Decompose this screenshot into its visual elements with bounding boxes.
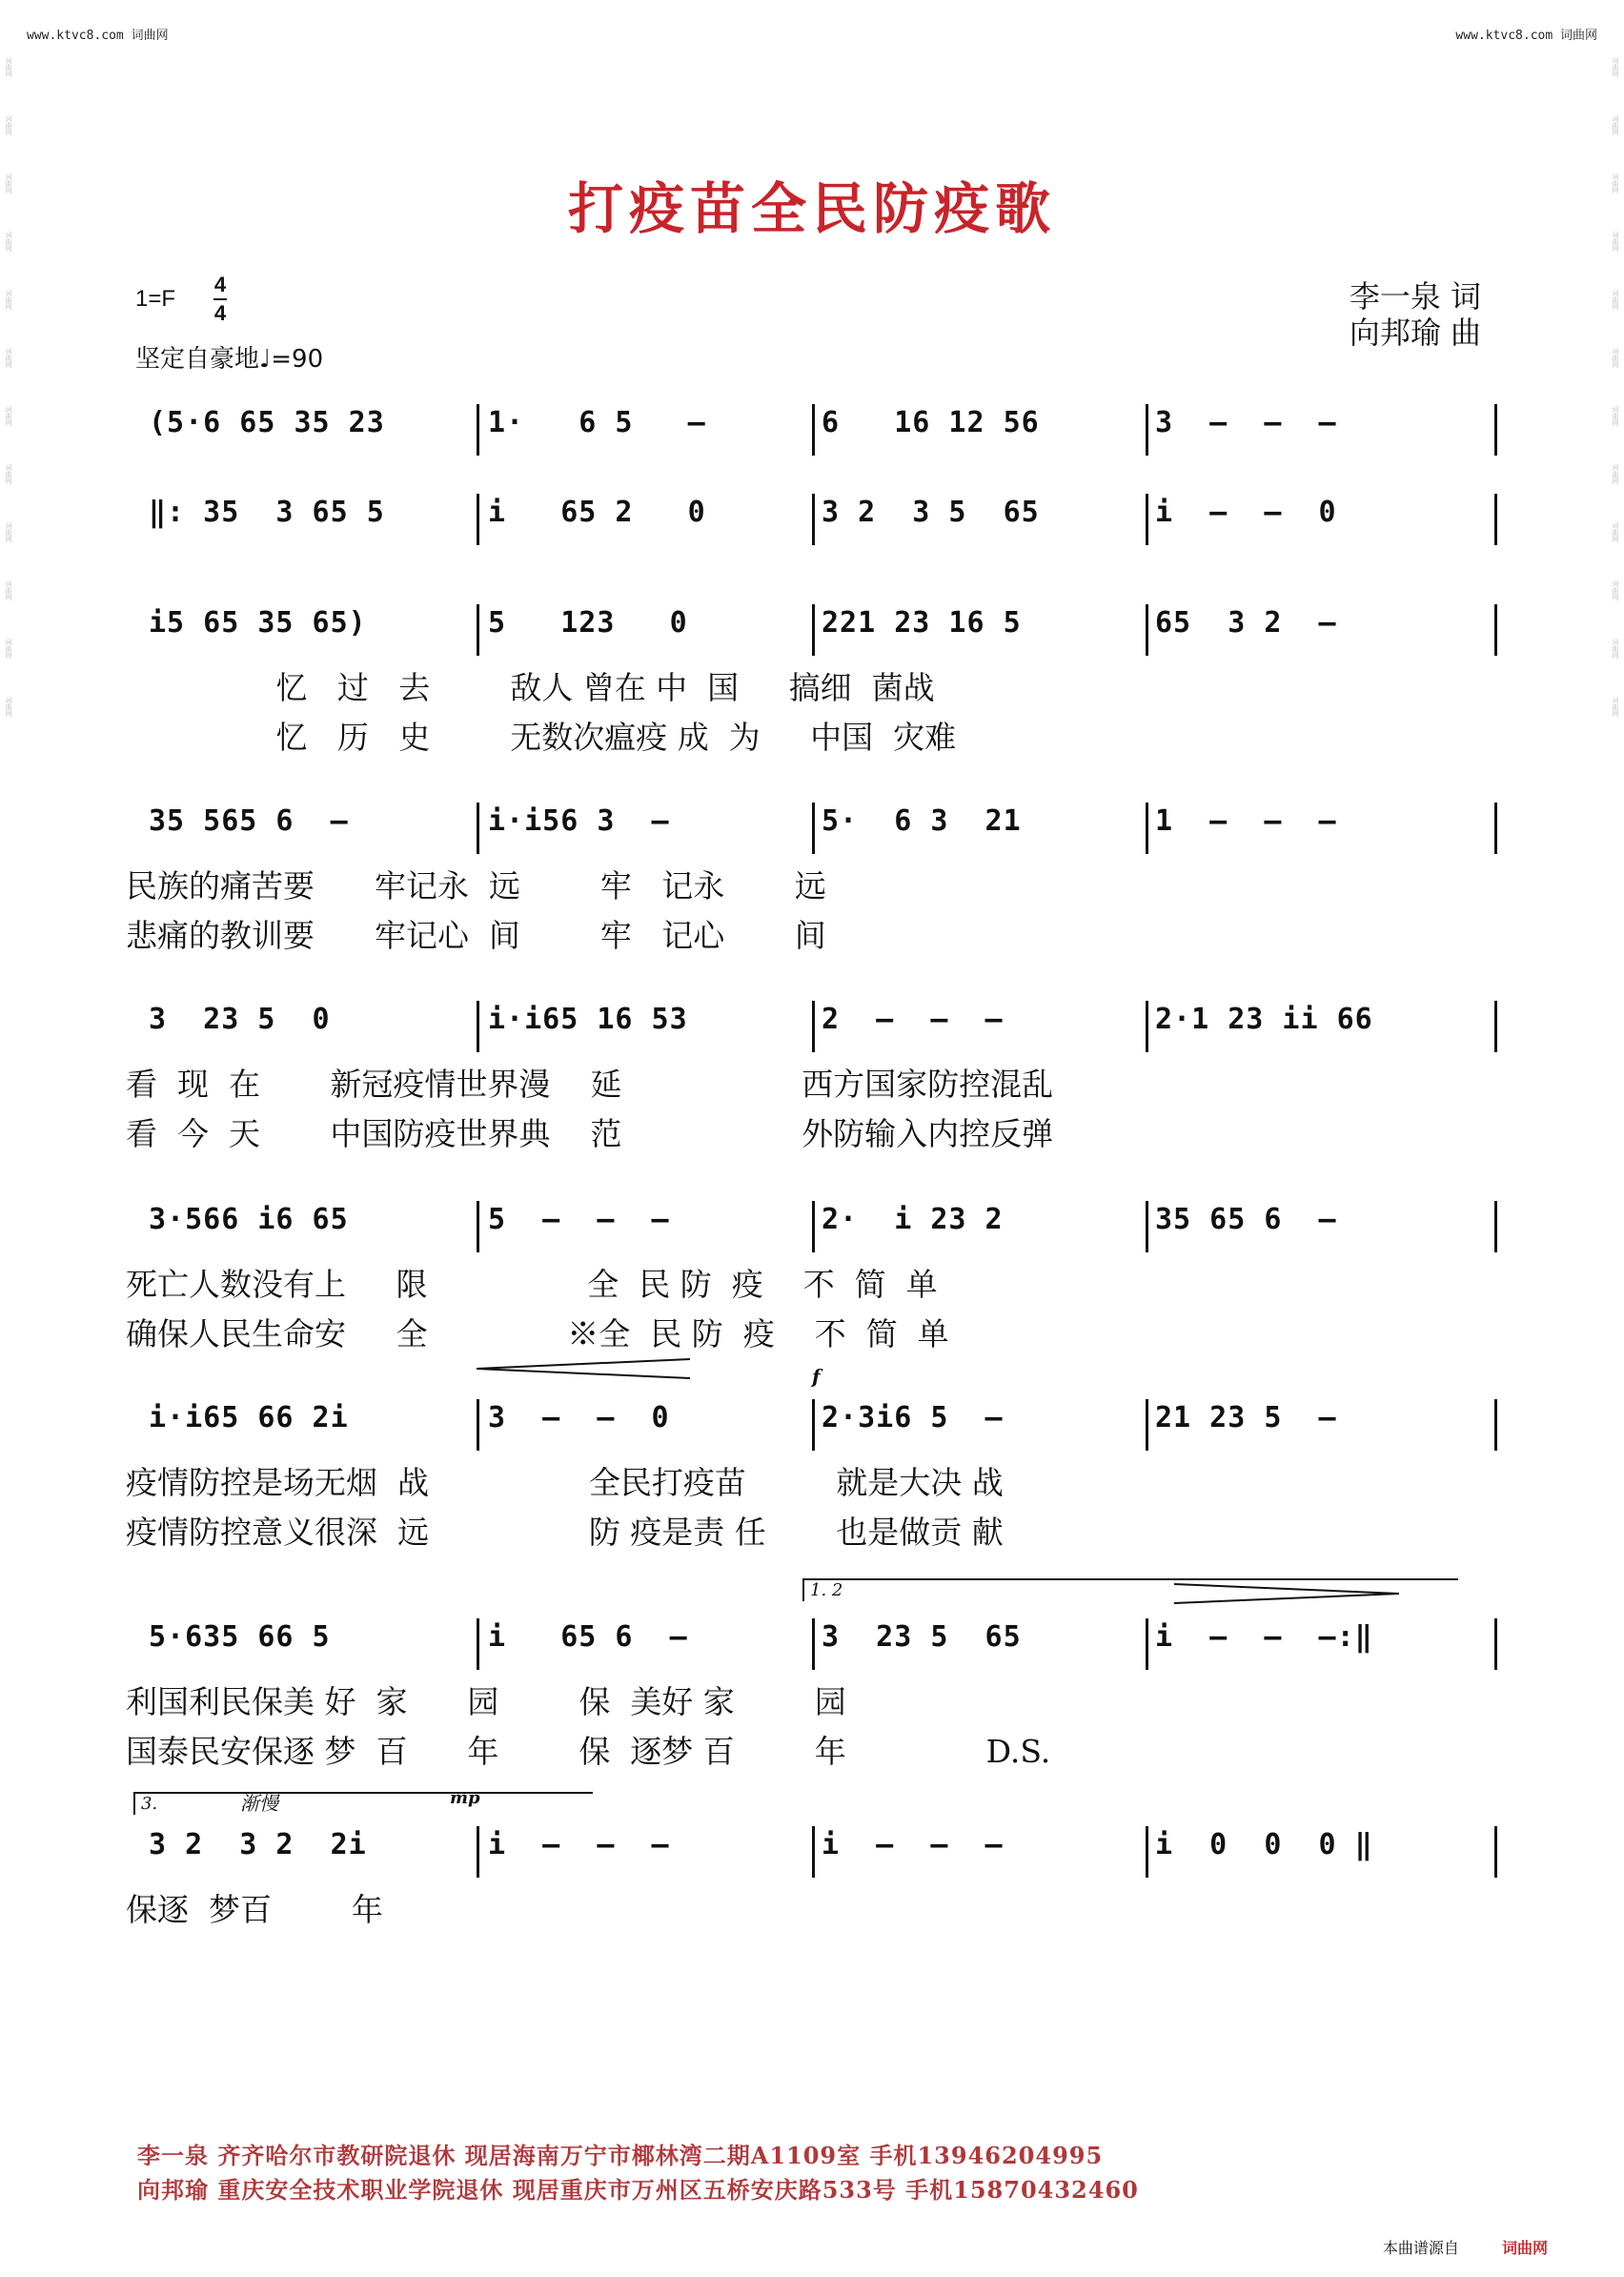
measure: 2 – – – [822, 1003, 1004, 1036]
barline [1146, 1618, 1148, 1670]
lyric-line: 确保人民生命安 全 ※全 民 防 疫 不 简 单 [126, 1315, 949, 1352]
measure: i5 65 35 65) [149, 606, 367, 640]
barline [812, 1618, 815, 1670]
barline [477, 494, 479, 545]
barline [812, 494, 815, 545]
barline [477, 1826, 479, 1878]
barline [1494, 1399, 1497, 1451]
barline [1494, 1001, 1497, 1052]
measure: 6 16 12 56 [822, 406, 1040, 439]
barline [477, 803, 479, 854]
measure: i 65 2 0 [488, 496, 706, 529]
lyric-line: 悲痛的教训要 牢记心 间 牢 记心 间 [126, 917, 826, 954]
lyricist: 李一泉 词 [1349, 278, 1481, 315]
barline [1146, 404, 1148, 456]
barline [1146, 803, 1148, 854]
credits [1350, 278, 1481, 351]
lyric-line: 国泰民安保逐 梦 百 年 保 逐梦 百 年 D.S. [126, 1733, 1051, 1770]
notation-row [126, 606, 1498, 648]
measure: i – – –:‖ [1155, 1620, 1373, 1654]
composer: 向邦瑜 曲 [1349, 315, 1481, 351]
barline [1146, 1826, 1148, 1878]
measure: i 65 6 – [488, 1620, 688, 1654]
measure: ‖: 35 3 65 5 [149, 496, 385, 529]
measure: 5 – – – [488, 1203, 670, 1236]
barline [1146, 1001, 1148, 1052]
measure: 35 565 6 – [149, 804, 349, 838]
measure: 3 – – – [1155, 406, 1337, 439]
lyric-line: 看 现 在 新冠疫情世界漫 延 西方国家防控混乱 [126, 1066, 1054, 1103]
measure: 5 123 0 [488, 606, 688, 640]
measure: i·i65 16 53 [488, 1003, 688, 1036]
mp-marking: mp [450, 1788, 480, 1808]
measure: i – – 0 [1155, 496, 1337, 529]
slower-marking: 渐慢 [240, 1792, 278, 1815]
notation-row [126, 1003, 1498, 1045]
notation-row [126, 804, 1498, 846]
crescendo-hairpin [477, 1357, 696, 1380]
barline [1494, 803, 1497, 854]
measure: (5·6 65 35 23 [149, 406, 385, 439]
measure: 2·3i6 5 – [822, 1401, 1004, 1434]
left-watermark-strip: 词曲网 词曲网 词曲网 词曲网 词曲网 词曲网 词曲网 词曲网 词曲网 词曲网 词曲网 词曲网 [5, 57, 12, 717]
measure: 3 2 3 5 65 [822, 496, 1040, 529]
measure: 65 3 2 – [1155, 606, 1337, 640]
measure: i·i56 3 – [488, 804, 670, 838]
measure: i – – – [822, 1828, 1004, 1861]
notation-row [126, 1620, 1498, 1662]
barline [1494, 604, 1497, 656]
f-marking: f [812, 1365, 821, 1388]
measure: 1 – – – [1155, 804, 1337, 838]
lyricist-contact: 李一泉 齐齐哈尔市教研院退休 现居海南万宁市椰林湾二期A1109室 手机13946204995 [137, 2142, 1104, 2169]
lyric-line: 民族的痛苦要 牢记永 远 牢 记永 远 [126, 867, 826, 905]
barline [1494, 1201, 1497, 1252]
lyric-line: 忆 过 去 敌人 曾在 中 国 搞细 菌战 [126, 669, 935, 706]
barline [477, 1618, 479, 1670]
measure: 3 23 5 0 [149, 1003, 331, 1036]
barline [1494, 1826, 1497, 1878]
barline [1146, 1399, 1148, 1451]
notation-row [126, 1203, 1498, 1245]
barline [1146, 1201, 1148, 1252]
site-header-left[interactable]: www.ktvc8.com 词曲网 [27, 29, 169, 43]
notation-row [126, 406, 1498, 448]
lyric-line: 死亡人数没有上 限 全 民 防 疫 不 简 单 [126, 1266, 938, 1303]
barline [1494, 404, 1497, 456]
key-signature: 1=F [135, 286, 176, 312]
measure: 2·1 23 ii 66 [1155, 1003, 1373, 1036]
measure: 35 65 6 – [1155, 1203, 1337, 1236]
measure: 5·635 66 5 [149, 1620, 331, 1654]
barline [812, 1399, 815, 1451]
measure: 2· i 23 2 [822, 1203, 1004, 1236]
measure: 3 2 3 2 2i [149, 1828, 367, 1861]
barline [812, 604, 815, 656]
measure: 3 – – 0 [488, 1401, 670, 1434]
lyric-line: 疫情防控意义很深 远 防 疫是责 任 也是做贡 献 [126, 1514, 1004, 1551]
source-note [1383, 2236, 1548, 2258]
measure: 1· 6 5 – [488, 406, 706, 439]
barline [477, 404, 479, 456]
barline [812, 1001, 815, 1052]
measure: i·i65 66 2i [149, 1401, 349, 1434]
barline [812, 1201, 815, 1252]
measure: 21 23 5 – [1155, 1401, 1337, 1434]
barline [1494, 494, 1497, 545]
lyric-line: 利国利民保美 好 家 园 保 美好 家 园 [126, 1683, 846, 1720]
notation-row [126, 1828, 1498, 1870]
barline [1494, 1618, 1497, 1670]
time-signature: 4 4 [213, 273, 227, 325]
measure: i – – – [488, 1828, 670, 1861]
volta-1-2: 1. 2 [802, 1578, 1458, 1601]
measure: i 0 0 0 ‖ [1155, 1828, 1373, 1861]
notation-row [126, 1401, 1498, 1443]
source-site-link[interactable]: 词曲网 [1501, 2239, 1548, 2257]
measure: 5· 6 3 21 [822, 804, 1022, 838]
measure: 3 23 5 65 [822, 1620, 1022, 1654]
volta-3: 3. [133, 1792, 593, 1815]
song-title: 打疫苗全民防疫歌 [567, 176, 1056, 241]
site-header-right[interactable]: www.ktvc8.com 词曲网 [1455, 29, 1597, 43]
barline [477, 604, 479, 656]
lyric-line: 保逐 梦百 年 [126, 1891, 383, 1928]
barline [812, 1826, 815, 1878]
notation-row [126, 496, 1498, 538]
lyric-line: 看 今 天 中国防疫世界典 范 外防输入内控反弹 [126, 1115, 1054, 1152]
barline [1146, 494, 1148, 545]
lyric-line: 忆 历 史 无数次瘟疫 成 为 中国 灾难 [126, 719, 957, 756]
tempo-marking: 坚定自豪地♩=90 [135, 345, 324, 374]
barline [1146, 604, 1148, 656]
source-label: 本曲谱源自 [1382, 2239, 1459, 2257]
barline [477, 1201, 479, 1252]
lyric-line: 疫情防控是场无烟 战 全民打疫苗 就是大决 战 [126, 1464, 1004, 1501]
composer-contact: 向邦瑜 重庆安全技术职业学院退休 现居重庆市万州区五桥安庆路533号 手机15870432460 [137, 2176, 1139, 2204]
barline [812, 803, 815, 854]
measure: 221 23 16 5 [822, 606, 1022, 640]
measure: 3·566 i6 65 [149, 1203, 349, 1236]
right-watermark-strip: 词曲网 词曲网 词曲网 词曲网 词曲网 词曲网 词曲网 词曲网 词曲网 词曲网 词曲网 词曲网 [1612, 57, 1619, 717]
barline [477, 1399, 479, 1451]
barline [477, 1001, 479, 1052]
barline [812, 404, 815, 456]
decrescendo-hairpin [1174, 1582, 1403, 1605]
